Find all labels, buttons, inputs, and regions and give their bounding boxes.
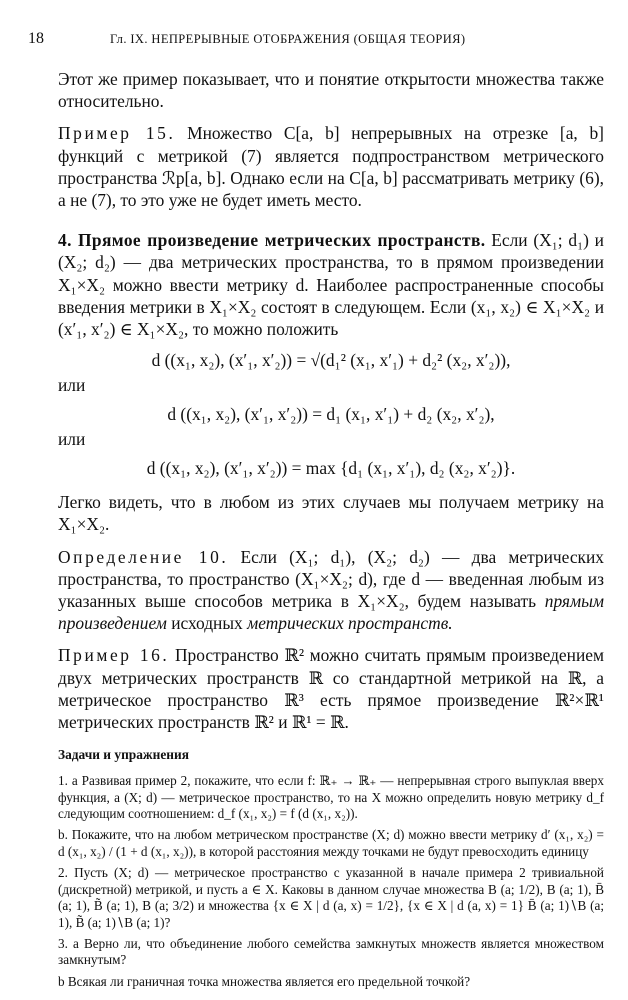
definition-10 xyxy=(58,546,604,635)
example-16-label: Пример 16. xyxy=(58,645,170,666)
page-number: 18 xyxy=(28,30,44,47)
section-4-text: Если (X₁; d₁) и (X₂; d₂) — два метрических пространства, то в прямом произведении X₁×X₂ можно ввести метрику d. Наиболее распространенные способы введения метрики в X₁×X₂ состоят в следующем. Если (x₁, x₂) ∈ X₁×X₂ и (x′₁, x′₂) ∈ X₁×X₂, то можно положить xyxy=(58,230,604,340)
example-16-text: Пространство ℝ² можно считать прямым произведением двух метрических пространств ℝ со стандартной метрикой на ℝ, а метрическое пространство ℝ³ есть прямое произведение ℝ²×ℝ¹ метрических пространств ℝ² и ℝ¹ = ℝ. xyxy=(58,645,604,733)
task-3a: 3. a Верно ли, что объединение любого семейства замкнутых множеств является множеством замкнутым? xyxy=(58,935,604,968)
or-word-2: или xyxy=(58,429,86,450)
formula-sum: d ((x₁, x₂), (x′₁, x′₂)) = d₁ (x₁, x′₁) + d₂ (x₂, x′₂), xyxy=(167,404,495,425)
definition-10-label: Определение 10. xyxy=(58,546,229,567)
example-15 xyxy=(58,122,604,211)
page-header xyxy=(28,30,604,52)
definition-10-term-2: метрических пространств. xyxy=(247,613,453,634)
definition-10-mid: исходных xyxy=(166,613,248,634)
example-15-text: Множество C[a, b] непрерывных на отрезке [a, b] функций с метрикой (7) является подпространством метрического пространства ℛp[a, b]. Однако если на C[a, b] рассматривать метрику (6), а не (7), то это уже не будет иметь место. xyxy=(58,123,604,211)
page-body xyxy=(58,68,604,995)
section-4 xyxy=(58,229,604,340)
paragraph-openness: Этот же пример показывает, что и понятие открытости множества также относительно. xyxy=(58,69,604,112)
formula-euclidean: d ((x₁, x₂), (x′₁, x′₂)) = √(d₁² (x₁, x′₁) + d₂² (x₂, x′₂)), xyxy=(151,350,511,371)
formula-max: d ((x₁, x₂), (x′₁, x′₂)) = max {d₁ (x₁, x′₁), d₂ (x₂, x′₂)}. xyxy=(146,458,516,479)
tasks-heading: Задачи и упражнения xyxy=(58,747,189,763)
definition-10-text: Если (X₁; d₁), (X₂; d₂) — два метрических пространства, то пространство (X₁×X₂; d), где d — введенная любым из указанных выше способов метрика в X₁×X₂, будем называть xyxy=(58,546,605,612)
task-3b: b Всякая ли граничная точка множества является его предельной точкой? xyxy=(58,973,471,989)
example-16 xyxy=(58,644,604,733)
task-2: 2. Пусть (X; d) — метрическое пространство с указанной в начале примера 2 тривиальной (дискретной) метрикой, и пусть a ∈ X. Каковы в данном случае множества B (a; 1/2), B (a; 1), B̄ (a; 1), B̃ (a; 1), B (a; 3/2) и множества {x ∈ X | d (a, x) = 1/2}, {x ∈ X | d (a, x) = 1} B̄ (a; 1)∖B (a; 1), B̃ (a; 1)∖B (a; 1)? xyxy=(58,865,604,930)
example-15-label: Пример 15. xyxy=(58,123,176,144)
running-head: Гл. IX. НЕПРЕРЫВНЫЕ ОТОБРАЖЕНИЯ (ОБЩАЯ ТЕОРИЯ) xyxy=(110,32,466,46)
task-1b: b. Покажите, что на любом метрическом пространстве (X; d) можно ввести метрику d′ (x₁, x₂) = d (x₁, x₂) / (1 + d (x₁, x₂)), в которой расстояния между точками не будут превосходить единицу xyxy=(58,827,604,859)
or-word-1: или xyxy=(58,375,86,396)
task-1a: 1. a Развивая пример 2, покажите, что если f: ℝ₊ → ℝ₊ — непрерывная строго выпуклая вверх функция, а (X; d) — метрическое пространство, то на X можно определить новую метрику d_f следующим соотношением: d_f (x₁, x₂) = f (d (x₁, x₂)). xyxy=(58,773,604,822)
section-4-title: 4. Прямое произведение метрических пространств. xyxy=(58,230,486,251)
paragraph-easy: Легко видеть, что в любом из этих случаев мы получаем метрику на X₁×X₂. xyxy=(58,492,604,535)
definition-10-term: прямым произведением xyxy=(58,591,604,634)
